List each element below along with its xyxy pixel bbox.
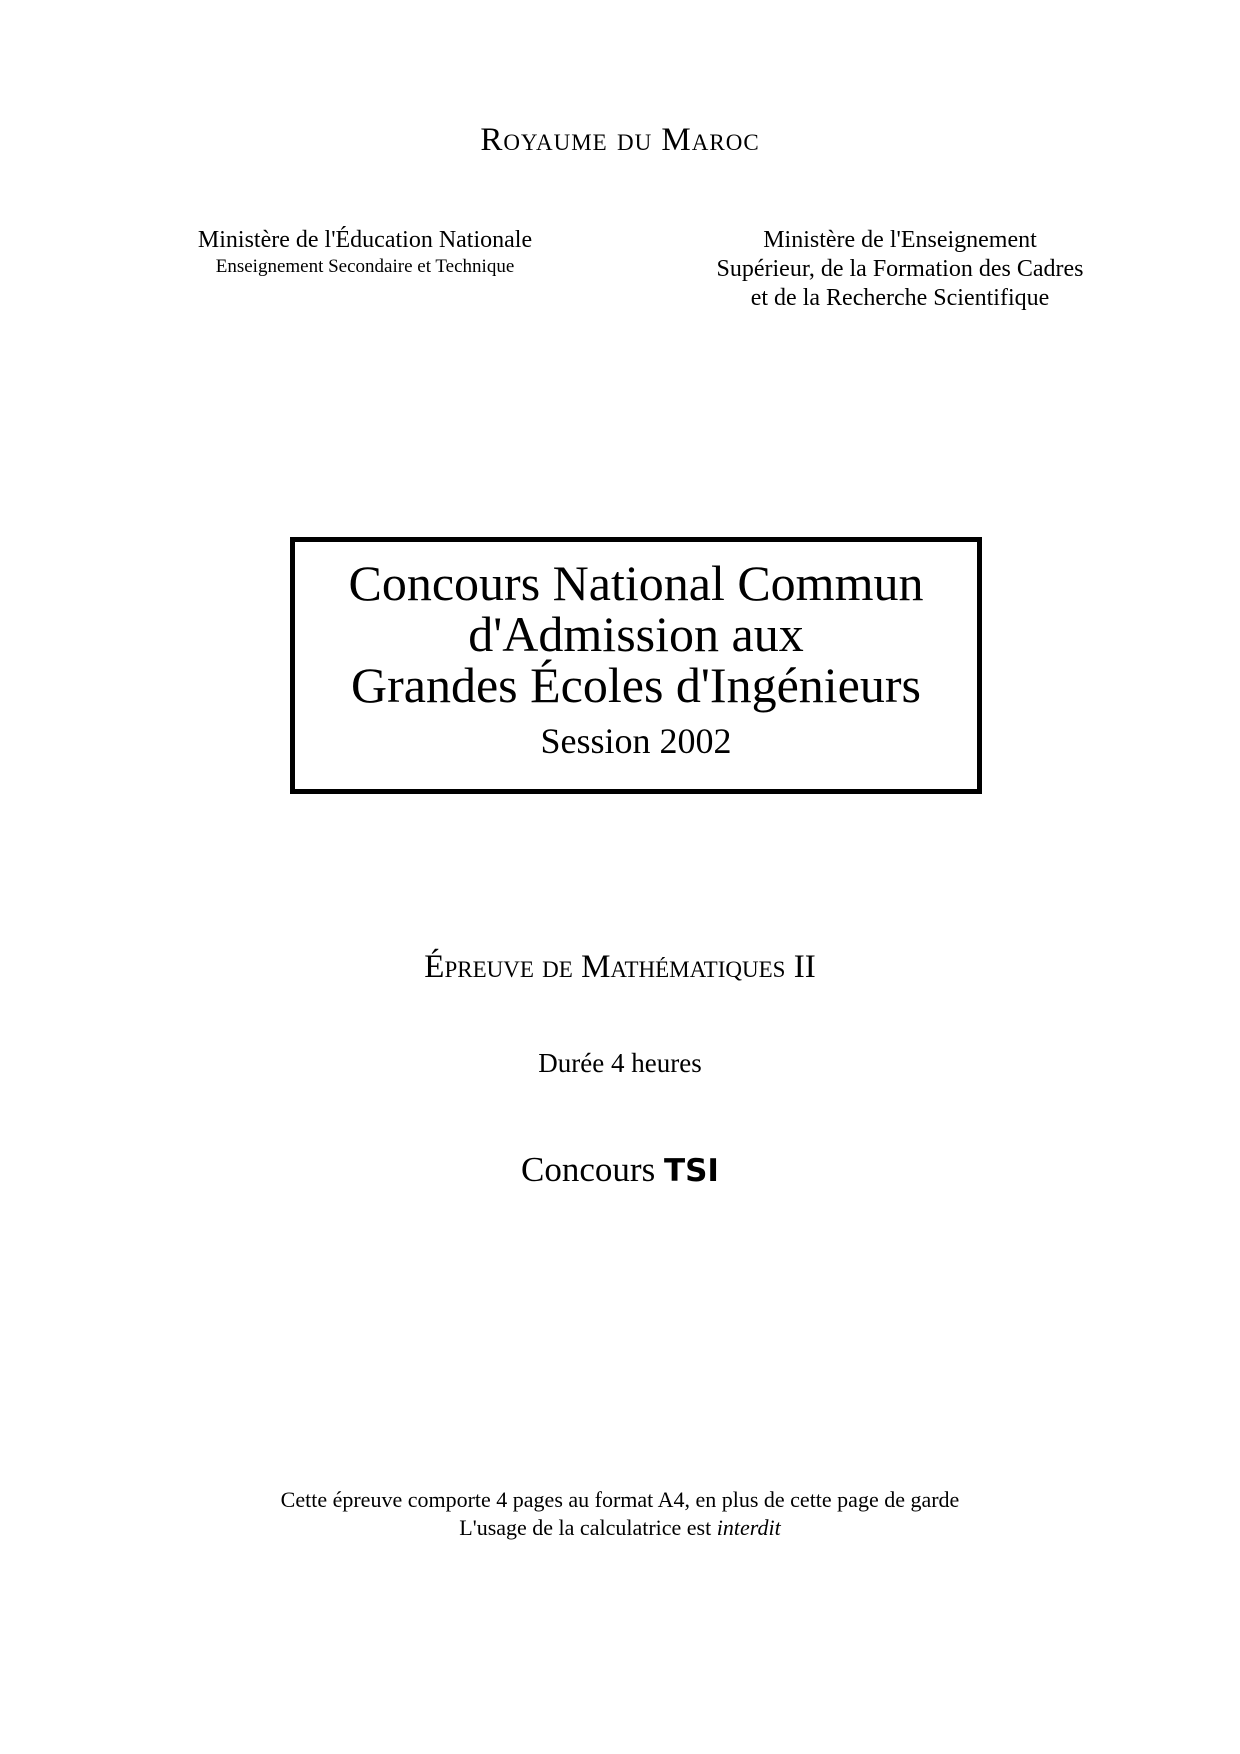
exam-notes — [0, 1486, 1240, 1542]
ministry-higher-education-line-3: et de la Recherche Scientifique — [750, 285, 1050, 311]
exam-title-line-3: Grandes Écoles d'Ingénieurs — [351, 657, 921, 713]
concours-code: TSI — [663, 1153, 719, 1189]
ministry-education-name: Ministère de l'Éducation Nationale — [197, 227, 533, 253]
concours-label: Concours — [521, 1150, 656, 1189]
calculator-note-emphasis: interdit — [716, 1515, 781, 1540]
exam-title — [295, 555, 977, 713]
country-heading: Royaume du Maroc — [480, 122, 760, 158]
session-year: Session 2002 — [540, 721, 732, 761]
exam-title-line-2: d'Admission aux — [468, 606, 804, 662]
ministry-education-subtitle: Enseignement Secondaire et Technique — [215, 256, 515, 277]
exam-title-line-1: Concours National Commun — [348, 555, 924, 611]
calculator-note — [0, 1514, 1240, 1542]
exam-subject: Épreuve de Mathématiques II — [424, 949, 816, 985]
ministry-education — [150, 226, 580, 279]
ministry-higher-education-line-1: Ministère de l'Enseignement — [763, 227, 1037, 253]
ministry-higher-education — [660, 226, 1140, 313]
concours-line — [0, 1150, 1240, 1190]
exam-duration: Durée 4 heures — [538, 1048, 702, 1078]
title-box — [290, 537, 982, 794]
pages-note: Cette épreuve comporte 4 pages au format A4, en plus de cette page de garde — [280, 1487, 960, 1512]
calculator-note-text: L'usage de la calculatrice est — [459, 1515, 712, 1540]
ministry-higher-education-line-2: Supérieur, de la Formation des Cadres — [716, 256, 1084, 282]
